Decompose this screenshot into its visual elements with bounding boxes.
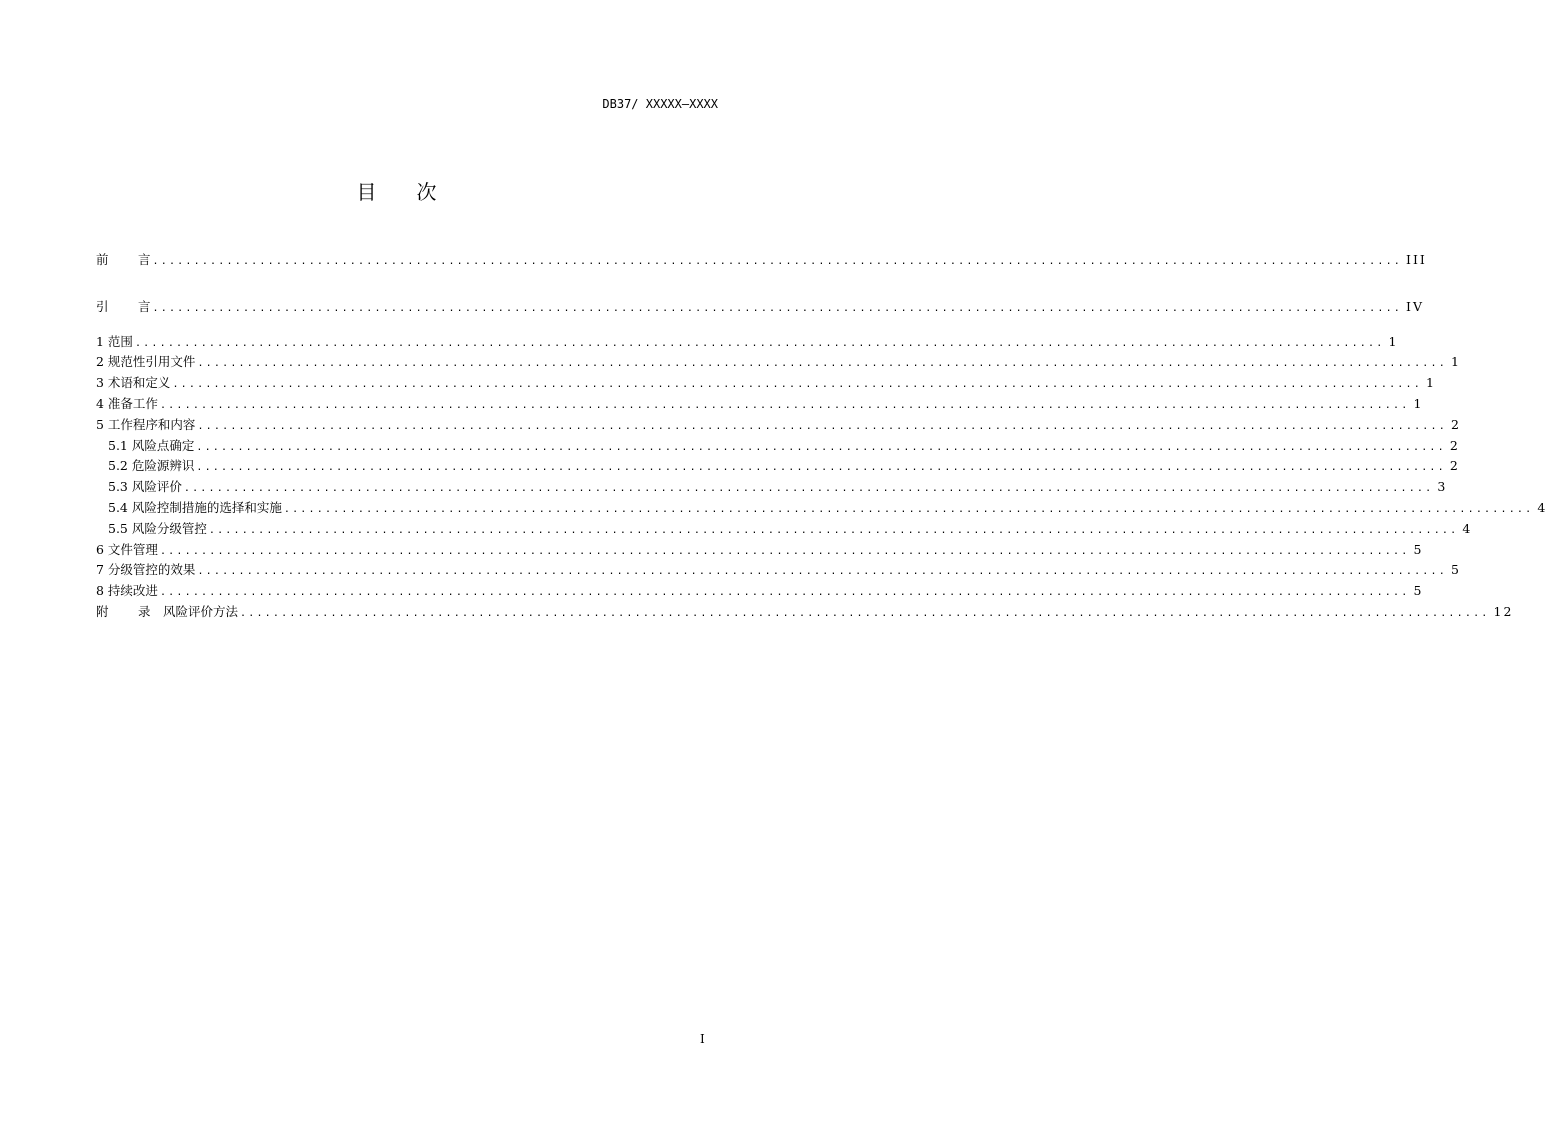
toc-entry-label: 8 持续改进 xyxy=(96,583,158,599)
toc-page-number: 2 xyxy=(1449,458,1460,474)
toc-entry-label: 3 术语和定义 xyxy=(96,375,171,391)
toc-entry-label: 5.4 风险控制措施的选择和实施 xyxy=(108,499,282,515)
toc-entry-label: 5.5 风险分级管控 xyxy=(108,520,207,536)
toc-entry-label: 5 工作程序和内容 xyxy=(96,416,196,432)
toc-leader: ........................................................................................................................................................ xyxy=(197,566,1447,578)
toc-entry-section-1[interactable] xyxy=(96,332,1399,353)
toc-entry-section-5-2[interactable] xyxy=(96,456,1460,477)
toc-page-number: 4 xyxy=(1462,520,1473,536)
toc-leader: ........................................................................................................................................................ xyxy=(152,302,1403,314)
toc-page-number: 1 xyxy=(1413,395,1424,411)
toc-leader: ........................................................................................................................................................ xyxy=(196,462,1446,474)
toc-entry-section-3[interactable] xyxy=(96,373,1436,394)
toc-leader: ........................................................................................................................................................ xyxy=(196,441,1446,453)
toc-page-number: 3 xyxy=(1437,479,1448,495)
toc-page-number: 2 xyxy=(1449,437,1460,453)
toc-page-number: 5 xyxy=(1450,562,1461,578)
page-title xyxy=(0,176,793,205)
toc-entry-section-7[interactable] xyxy=(96,560,1461,581)
toc-entry-label: 1 范围 xyxy=(96,333,133,349)
toc-entry-section-8[interactable] xyxy=(96,581,1424,602)
toc-page-number: 5 xyxy=(1413,541,1424,557)
toc-entry-section-5-1[interactable] xyxy=(96,436,1460,457)
toc-entry-label: 前 言 xyxy=(96,252,151,267)
toc-entry-label: 5.3 风险评价 xyxy=(108,479,182,495)
toc-page-number: IV xyxy=(1406,298,1425,314)
toc-entry-label: 5.2 危险源辨识 xyxy=(108,458,195,474)
toc-leader: ........................................................................................................................................................ xyxy=(183,483,1434,495)
toc-entry-label: 引 言 xyxy=(96,298,151,314)
toc-entry-intro[interactable] xyxy=(96,297,1425,318)
toc-entry-label: 附 录 风险评价方法 xyxy=(96,603,239,619)
toc-page-number: 5 xyxy=(1413,583,1424,599)
toc-leader: ........................................................................................................................................................ xyxy=(159,545,1410,557)
toc-page-number: 12 xyxy=(1493,603,1514,619)
toc-leader: ........................................................................................................................................................ xyxy=(208,524,1459,536)
page-folio: I xyxy=(700,1032,705,1046)
toc-leader: ........................................................................................................................................................ xyxy=(134,337,1385,349)
title-char-2: 次 xyxy=(416,180,437,204)
toc-entry-label: 4 准备工作 xyxy=(96,395,158,411)
toc-leader: ........................................................................................................................................................ xyxy=(159,587,1410,599)
toc-page-number: III xyxy=(1406,252,1427,267)
toc-entry-section-5-5[interactable] xyxy=(96,519,1473,540)
toc-entry-label: 5.1 风险点确定 xyxy=(108,437,195,453)
toc-entry-section-5-3[interactable] xyxy=(96,477,1448,498)
toc-entry-section-5[interactable] xyxy=(96,415,1461,436)
toc-page-number: 1 xyxy=(1425,375,1436,391)
toc-leader: ........................................................................................................................................................ xyxy=(172,379,1422,391)
toc-leader: ........................................................................................................................................................ xyxy=(283,503,1534,515)
toc-leader: ........................................................................................................................................................ xyxy=(159,399,1410,411)
document-code: DB37/ XXXXX—XXXX xyxy=(602,97,718,111)
toc-page-number: 2 xyxy=(1450,416,1461,432)
toc-entry-section-4[interactable] xyxy=(96,394,1424,415)
toc-page-number: 1 xyxy=(1450,354,1461,370)
toc-entry-label: 2 规范性引用文件 xyxy=(96,354,196,370)
toc-entry-preface[interactable] xyxy=(96,250,1427,271)
toc-entry-section-2[interactable] xyxy=(96,352,1461,373)
toc-leader: ........................................................................................................................................................ xyxy=(240,607,1490,619)
toc-entry-appendix[interactable] xyxy=(96,602,1514,623)
toc-entry-section-6[interactable] xyxy=(96,540,1424,561)
table-of-contents xyxy=(96,250,1547,623)
toc-leader: ........................................................................................................................................................ xyxy=(152,256,1403,267)
toc-page-number: 1 xyxy=(1388,333,1399,349)
toc-page-number: 4 xyxy=(1537,499,1547,515)
toc-entry-label: 6 文件管理 xyxy=(96,541,158,557)
title-char-1: 目 xyxy=(356,180,377,204)
toc-entry-label: 7 分级管控的效果 xyxy=(96,562,196,578)
toc-entry-section-5-4[interactable] xyxy=(96,498,1547,519)
toc-leader: ........................................................................................................................................................ xyxy=(197,358,1447,370)
toc-leader: ........................................................................................................................................................ xyxy=(197,420,1447,432)
